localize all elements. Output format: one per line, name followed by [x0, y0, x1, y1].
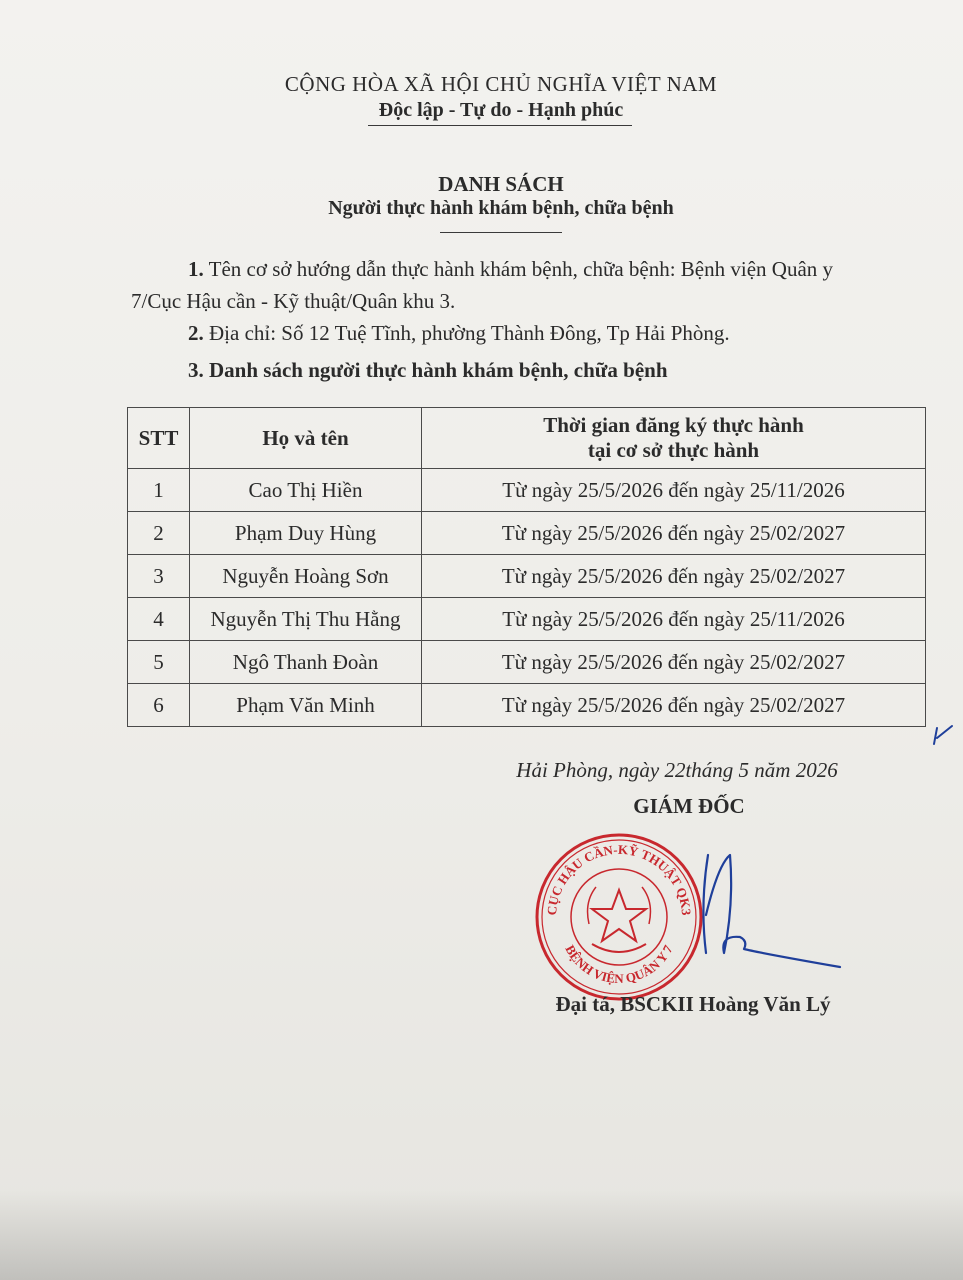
- national-motto: Độc lập - Tự do - Hạnh phúc: [378, 99, 624, 121]
- cell-name: Phạm Văn Minh: [190, 684, 422, 727]
- document-subtitle: Người thực hành khám bệnh, chữa bệnh: [328, 197, 674, 219]
- check-mark-stroke: [934, 726, 952, 744]
- official-seal: [534, 832, 704, 1002]
- table-row: [128, 469, 926, 512]
- table-row: [128, 641, 926, 684]
- director-title: GIÁM ĐỐC: [633, 794, 745, 818]
- item-1: [188, 257, 833, 282]
- document-title: DANH SÁCH: [438, 172, 564, 196]
- item-1-continuation: 7/Cục Hậu cần - Kỹ thuật/Quân khu 3.: [131, 289, 456, 313]
- item-1-text: Tên cơ sở hướng dẫn thực hành khám bệnh, chữa bệnh: Bệnh viện Quân y: [208, 257, 834, 281]
- table-row: [128, 555, 926, 598]
- check-mark-icon: [928, 706, 958, 746]
- cell-period: Từ ngày 25/5/2026 đến ngày 25/02/2027: [422, 512, 926, 555]
- header-period-line1: Thời gian đăng ký thực hành: [543, 413, 804, 437]
- header-name: Họ và tên: [190, 408, 422, 469]
- cell-stt: 4: [128, 598, 190, 641]
- cell-stt: 2: [128, 512, 190, 555]
- seal-inner-text: BỆNH VIỆN QUÂN Y 7: [562, 942, 676, 986]
- cell-period: Từ ngày 25/5/2026 đến ngày 25/02/2027: [422, 555, 926, 598]
- signer-name: Đại tá, BSCKII Hoàng Văn Lý: [555, 992, 831, 1016]
- cell-stt: 6: [128, 684, 190, 727]
- motto-underline: [368, 125, 632, 126]
- table-header-row: [128, 408, 926, 469]
- handwritten-signature: [690, 825, 850, 985]
- seal-star-icon: [592, 890, 646, 941]
- item-2-text: Địa chỉ: Số 12 Tuệ Tĩnh, phường Thành Đông, Tp Hải Phòng.: [209, 321, 730, 345]
- seal-center-ring: [571, 869, 667, 965]
- cell-name: Nguyễn Thị Thu Hằng: [190, 598, 422, 641]
- table-row: [128, 598, 926, 641]
- table-row: [128, 684, 926, 727]
- cell-name: Nguyễn Hoàng Sơn: [190, 555, 422, 598]
- cell-name: Phạm Duy Hùng: [190, 512, 422, 555]
- cell-stt: 1: [128, 469, 190, 512]
- cell-name: Cao Thị Hiền: [190, 469, 422, 512]
- item-2-number: 2.: [188, 321, 204, 345]
- seal-gear-arc: [592, 944, 646, 952]
- cell-name: Ngô Thanh Đoàn: [190, 641, 422, 684]
- cell-stt: 5: [128, 641, 190, 684]
- practitioner-table: [127, 407, 926, 727]
- cell-period: Từ ngày 25/5/2026 đến ngày 25/02/2027: [422, 684, 926, 727]
- country-name: CỘNG HÒA XÃ HỘI CHỦ NGHĨA VIỆT NAM: [284, 72, 718, 96]
- item-1-number: 1.: [188, 257, 204, 281]
- date-line: Hải Phòng, ngày 22tháng 5 năm 2026: [516, 758, 838, 782]
- cell-period: Từ ngày 25/5/2026 đến ngày 25/11/2026: [422, 598, 926, 641]
- item-2: [188, 321, 730, 346]
- header-period-line2: tại cơ sở thực hành: [587, 438, 760, 462]
- photo-shadow: [0, 1190, 963, 1280]
- seal-outer-text: CỤC HẬU CẦN-KỸ THUẬT QK3: [543, 841, 695, 916]
- title-underline: [440, 232, 562, 233]
- header-stt: STT: [128, 408, 190, 469]
- cell-period: Từ ngày 25/5/2026 đến ngày 25/11/2026: [422, 469, 926, 512]
- cell-stt: 3: [128, 555, 190, 598]
- item-3-heading: 3. Danh sách người thực hành khám bệnh, chữa bệnh: [188, 358, 668, 382]
- cell-period: Từ ngày 25/5/2026 đến ngày 25/02/2027: [422, 641, 926, 684]
- signature-stroke: [703, 855, 840, 967]
- header-period: [422, 408, 926, 469]
- table-row: [128, 512, 926, 555]
- seal-inner-ring: [542, 840, 696, 994]
